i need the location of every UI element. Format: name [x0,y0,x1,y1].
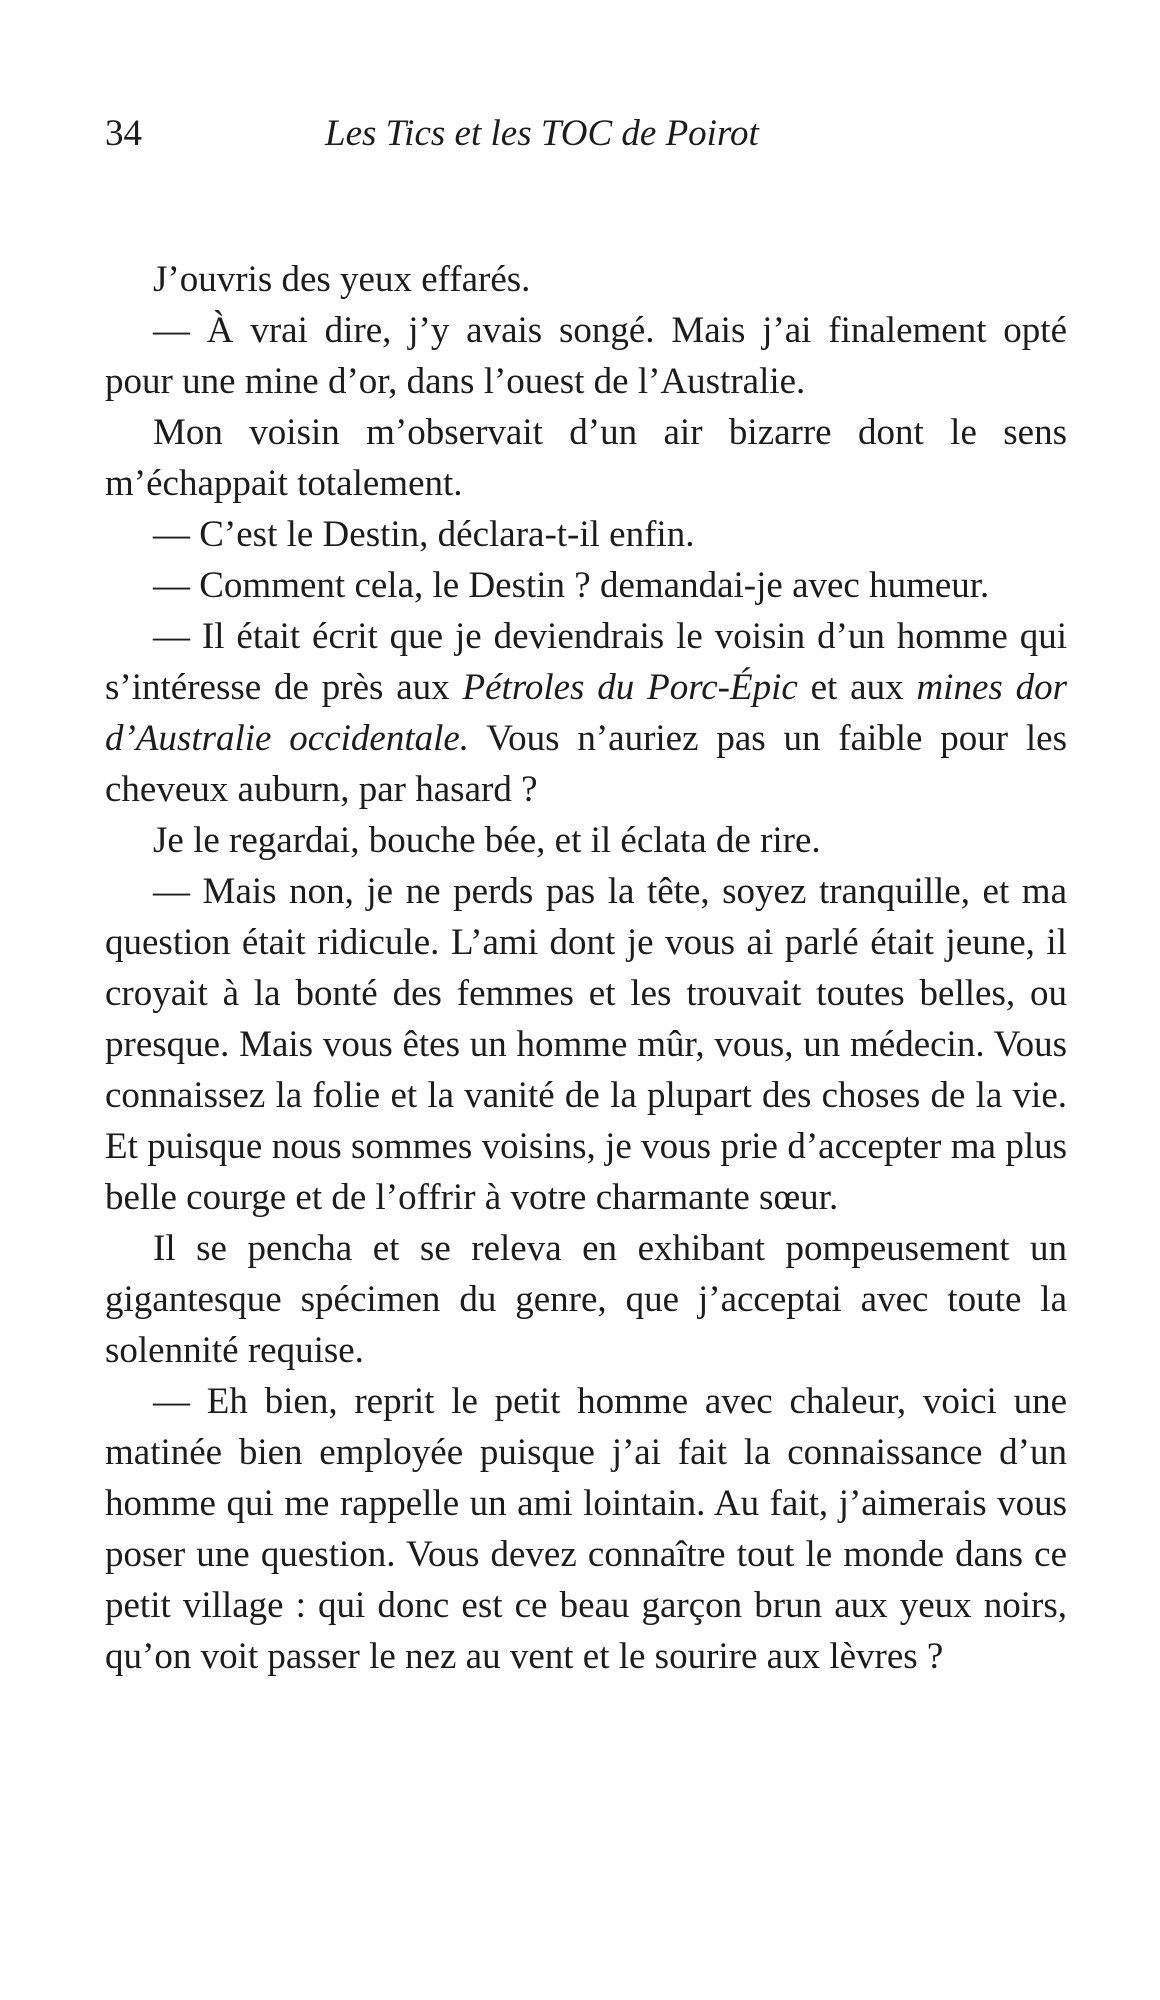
paragraph [105,1376,1067,1682]
italic-title: Pétroles du Porc-Épic [462,667,798,708]
paragraph [105,1223,1067,1376]
paragraph [105,407,1067,509]
paragraph [105,866,1067,1223]
paragraph [105,305,1067,407]
page-number: 34 [105,113,142,154]
paragraph [105,254,1067,305]
paragraph [105,509,1067,560]
text-run: Vous n’auriez pas un faible pour les cheveux auburn, par hasard ? [105,718,1067,810]
italic-title: mines dor d’Australie occidentale. [105,667,1067,759]
text-run: Mon voisin m’observait d’un air bizarre dont le sens m’échappait totalement. [105,412,1067,504]
body-text [105,254,1067,1682]
text-run: — Comment cela, le Destin ? demandai-je avec humeur. [153,565,990,606]
text-run: — C’est le Destin, déclara-t-il enfin. [153,514,695,555]
paragraph [105,560,1067,611]
text-run: — Mais non, je ne perds pas la tête, soyez tranquille, et ma question était ridicule. L’ami dont je vous ai parlé était jeune, il croyait à la bonté des femmes et les trouvait toutes belles, ou presque. Mais vous êtes un homme mûr, vous, un médecin. Vous connaissez la folie et la vanité de la plupart des choses de la vie. Et puisque nous sommes voisins, je vous prie d’accepter ma plus belle courge et de l’offrir à votre charmante sœur. [105,871,1067,1218]
running-title: Les Tics et les TOC de Poirot [325,113,759,154]
text-run: — Il était écrit que je deviendrais le voisin d’un homme qui s’intéresse de près aux [105,616,1067,708]
page-header [105,112,1070,162]
text-run: et aux [797,667,917,708]
text-run: J’ouvris des yeux effarés. [153,259,531,300]
paragraph [105,611,1067,815]
text-run: Il se pencha et se releva en exhibant pompeusement un gigantesque spécimen du genre, que j’acceptai avec toute la solennité requise. [105,1228,1067,1371]
text-run: Je le regardai, bouche bée, et il éclata de rire. [153,820,821,861]
text-run: — À vrai dire, j’y avais songé. Mais j’ai finalement opté pour une mine d’or, dans l’ouest de l’Australie. [105,310,1067,402]
paragraph [105,815,1067,866]
text-run: — Eh bien, reprit le petit homme avec chaleur, voici une matinée bien employée puisque j’ai fait la connaissance d’un homme qui me rappelle un ami lointain. Au fait, j’aimerais vous poser une question. Vous devez connaître tout le monde dans ce petit village : qui donc est ce beau garçon brun aux yeux noirs, qu’on voit passer le nez au vent et le sourire aux lèvres ? [105,1381,1067,1677]
